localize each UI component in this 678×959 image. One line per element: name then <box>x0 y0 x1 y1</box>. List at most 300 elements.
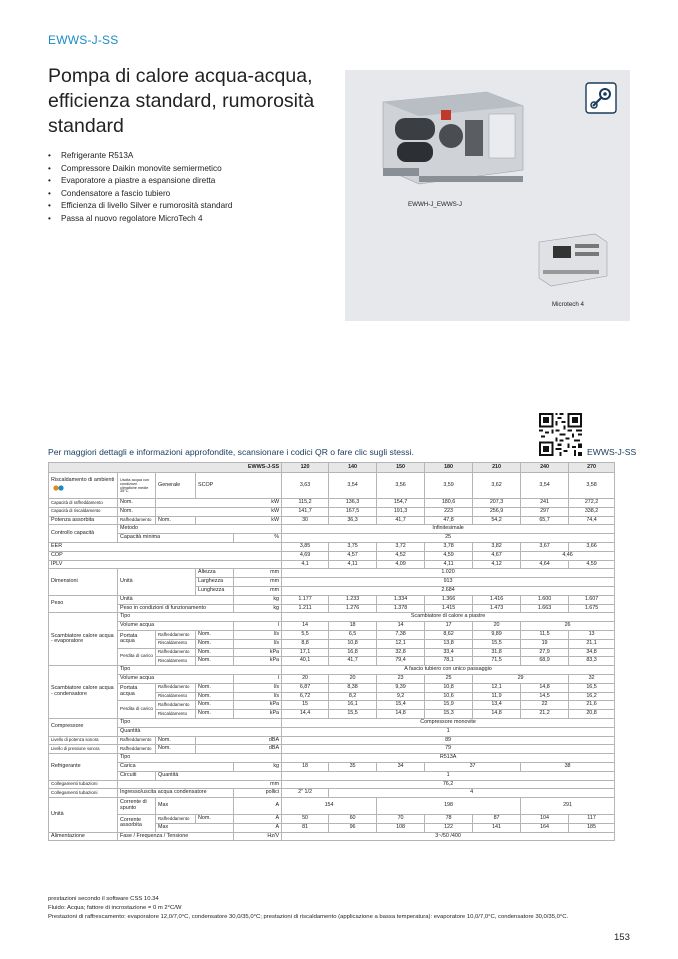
row-sublabel: Uscita acqua con condizioni climatiche medie 35°C <box>118 473 156 499</box>
row-unit: mm <box>118 780 282 789</box>
table-cell: 2" 1/2 <box>282 789 329 798</box>
table-row <box>49 507 615 516</box>
row-unit: l <box>234 622 282 631</box>
row-sublabel: Perdita di carico <box>118 701 156 719</box>
table-cell: 256,9 <box>473 507 521 516</box>
table-header-row <box>49 463 615 473</box>
row-unit: SCOP <box>196 473 282 499</box>
row-unit: kW <box>156 499 282 508</box>
table-cell: 1.020 <box>282 569 615 578</box>
row-label: Livello di pressione sonora <box>49 745 118 754</box>
table-cell: 20 <box>473 622 521 631</box>
maintenance-tools-icon <box>585 82 617 114</box>
row-sublabel: Quantità <box>156 771 282 780</box>
row-sublabel: Tipo <box>118 613 282 622</box>
footnote: prestazioni secondo il software CSS 10.34 <box>48 896 159 902</box>
row-label: Dimensioni <box>49 569 118 595</box>
footnote: Fluido: Acqua; fattore di incrostazione = 0 m 2°C/W <box>48 904 182 911</box>
table-cell: 18 <box>282 762 329 771</box>
footnotes <box>48 895 568 921</box>
qr-code-icon[interactable] <box>539 413 582 456</box>
table-cell: 78,1 <box>425 657 473 666</box>
table-cell: 37 <box>425 762 521 771</box>
table-cell: 19 <box>521 639 569 648</box>
table-cell: 10,8 <box>425 683 473 692</box>
table-cell: 117 <box>569 815 615 824</box>
table-cell: 3,66 <box>569 542 615 551</box>
row-sublabel: Riscaldamento <box>156 639 196 648</box>
row-sublabel: Capacità minima <box>118 534 234 543</box>
row-sublabel: Raffreddamento <box>118 516 156 525</box>
table-cell: 21,1 <box>569 639 615 648</box>
table-row <box>49 701 615 710</box>
table-cell: 14,8 <box>377 710 425 719</box>
row-sublabel: Perdita di carico <box>118 648 156 666</box>
table-cell: 70 <box>377 815 425 824</box>
table-cell: 3~/50 /400 <box>282 832 615 841</box>
table-cell: 10,6 <box>425 692 473 701</box>
table-cell: 14 <box>282 622 329 631</box>
row-unit: A <box>234 823 282 832</box>
table-cell: 3,59 <box>425 473 473 499</box>
row-unit: mm <box>234 578 282 587</box>
model-header: EWWS-J-SS <box>49 463 282 473</box>
table-cell: 4,69 <box>282 551 329 560</box>
row-sublabel: Corrente assorbita <box>118 815 156 833</box>
table-row <box>49 754 615 763</box>
table-row <box>49 560 615 569</box>
row-sublabel: Portata acqua <box>118 630 156 648</box>
table-cell: 60 <box>329 815 377 824</box>
table-cell: 71,5 <box>473 657 521 666</box>
table-cell: 14 <box>377 622 425 631</box>
series-label: EWWS-J-SS <box>48 33 119 47</box>
table-row <box>49 630 615 639</box>
table-cell: 32 <box>569 674 615 683</box>
table-row <box>49 613 615 622</box>
row-unit: kPa <box>234 648 282 657</box>
table-cell: 108 <box>377 823 425 832</box>
table-cell: 26 <box>521 622 615 631</box>
table-cell: 4,46 <box>521 551 615 560</box>
table-cell: 14,8 <box>521 683 569 692</box>
table-cell: 87 <box>473 815 521 824</box>
table-row <box>49 595 615 604</box>
row-unit: kPa <box>234 710 282 719</box>
row-label: Collegamenti tubazioni <box>49 780 118 789</box>
table-cell: 15,9 <box>425 701 473 710</box>
size-header: 140 <box>329 463 377 473</box>
table-cell: 1 <box>282 727 615 736</box>
row-sublabel: Ingresso/uscita acqua condensatore <box>118 789 234 798</box>
row-sublabel: Volume acqua <box>118 674 234 683</box>
table-cell: 76,2 <box>282 780 615 789</box>
table-cell: 1.378 <box>377 604 425 613</box>
table-cell: 15,4 <box>377 701 425 710</box>
table-cell: 13 <box>569 630 615 639</box>
table-cell: 141 <box>473 823 521 832</box>
list-item: • Refrigerante R513A <box>48 150 232 163</box>
table-cell: 3,67 <box>521 542 569 551</box>
list-item: • Condensatore a fascio tubiero <box>48 188 232 201</box>
size-header: 270 <box>569 463 615 473</box>
row-sublabel: Nom. <box>156 516 196 525</box>
table-row <box>49 780 615 789</box>
row-unit: l <box>234 674 282 683</box>
table-cell: 79 <box>282 745 615 754</box>
table-cell: 291 <box>521 798 615 815</box>
table-cell: 6,87 <box>282 683 329 692</box>
table-cell: 16,1 <box>329 701 377 710</box>
row-unit: mm <box>234 586 282 595</box>
table-cell: 167,5 <box>329 507 377 516</box>
table-cell: 81 <box>282 823 329 832</box>
row-label: EER <box>49 542 282 551</box>
row-label: Scambiatore calore acqua - evaporatore <box>49 613 118 666</box>
row-sublabel: Nom. <box>196 710 234 719</box>
row-sublabel: Riscaldamento <box>156 692 196 701</box>
table-cell: 29 <box>473 674 569 683</box>
table-row <box>49 798 615 815</box>
row-unit: l/s <box>234 630 282 639</box>
row-unit: l/s <box>234 683 282 692</box>
size-header: 240 <box>521 463 569 473</box>
table-cell: 3,85 <box>282 542 329 551</box>
table-cell: 4,11 <box>329 560 377 569</box>
table-cell: 136,3 <box>329 499 377 508</box>
table-row <box>49 815 615 824</box>
heat-pump-unit-illustration <box>377 84 527 196</box>
table-cell: 96 <box>329 823 377 832</box>
heating-sun-icon <box>51 483 65 493</box>
size-header: 180 <box>425 463 473 473</box>
table-cell: 1.366 <box>425 595 473 604</box>
row-unit: A <box>234 815 282 824</box>
row-unit: kPa <box>234 701 282 710</box>
table-cell: 22 <box>521 701 569 710</box>
table-cell: 1.334 <box>377 595 425 604</box>
row-unit: mm <box>234 569 282 578</box>
table-cell: 11,9 <box>473 692 521 701</box>
table-cell: 3,75 <box>329 542 377 551</box>
table-cell: 1.233 <box>329 595 377 604</box>
row-sublabel: Circuiti <box>118 771 156 780</box>
table-cell: 3,82 <box>473 542 521 551</box>
row-label: COP <box>49 551 282 560</box>
row-sublabel: Nom. <box>118 507 156 516</box>
specifications-table <box>48 462 615 841</box>
row-unit: % <box>234 534 282 543</box>
table-cell: 9,39 <box>377 683 425 692</box>
product-image-panel <box>345 70 630 321</box>
table-row <box>49 499 615 508</box>
table-cell: 35 <box>329 762 377 771</box>
table-cell: 8,8 <box>282 639 329 648</box>
table-cell: 164 <box>521 823 569 832</box>
table-cell: 8,38 <box>329 683 377 692</box>
table-cell: 78 <box>425 815 473 824</box>
row-label: Refrigerante <box>49 754 118 780</box>
table-cell: 4,12 <box>473 560 521 569</box>
table-cell: 1.607 <box>569 595 615 604</box>
controller-image-caption: Microtech 4 <box>552 301 584 308</box>
table-cell: 5,5 <box>282 630 329 639</box>
row-sublabel: Tipo <box>118 666 282 675</box>
table-cell: 12,1 <box>377 639 425 648</box>
table-cell: 7,38 <box>377 630 425 639</box>
table-cell: 38 <box>521 762 615 771</box>
row-sublabel: Lunghezza <box>196 586 234 595</box>
row-sublabel: Riscaldamento <box>156 657 196 666</box>
row-sublabel: Metodo <box>118 525 282 534</box>
table-cell: 3,58 <box>569 473 615 499</box>
row-sublabel: Nom. <box>156 745 196 754</box>
row-unit: kW <box>156 507 282 516</box>
table-cell: 3,78 <box>425 542 473 551</box>
row-unit: kPa <box>234 657 282 666</box>
table-cell: 2.684 <box>282 586 615 595</box>
row-label: Controllo capacità <box>49 525 118 543</box>
row-unit: Hz/V <box>234 832 282 841</box>
table-cell: 1.415 <box>425 604 473 613</box>
table-cell: 1.473 <box>473 604 521 613</box>
row-sublabel: Riscaldamento <box>156 710 196 719</box>
row-sublabel: Max <box>156 798 234 815</box>
table-cell: 3,54 <box>329 473 377 499</box>
table-cell: 241 <box>521 499 569 508</box>
table-cell: 4,67 <box>473 551 521 560</box>
table-row <box>49 551 615 560</box>
table-cell: 8,2 <box>329 692 377 701</box>
row-sublabel: Raffreddamento <box>156 701 196 710</box>
qr-model-label: EWWS-J-SS <box>587 447 637 457</box>
table-cell: 4 <box>329 789 615 798</box>
table-cell: 30 <box>282 516 329 525</box>
table-row <box>49 832 615 841</box>
table-cell: 4,59 <box>569 560 615 569</box>
list-item: • Passa al nuovo regolatore MicroTech 4 <box>48 213 232 226</box>
table-cell: 198 <box>377 798 521 815</box>
row-unit: l/s <box>234 639 282 648</box>
table-row <box>49 745 615 754</box>
row-sublabel: Nom. <box>196 692 234 701</box>
table-cell: 25 <box>425 674 473 683</box>
table-cell: 27,9 <box>521 648 569 657</box>
row-label: Potenza assorbita <box>49 516 118 525</box>
table-cell: 20 <box>282 674 329 683</box>
table-row <box>49 718 615 727</box>
table-row <box>49 666 615 675</box>
row-label: Scambiatore calore acqua - condensatore <box>49 666 118 719</box>
table-cell: 83,3 <box>569 657 615 666</box>
row-sublabel: Nom. <box>196 815 234 824</box>
table-cell: 89 <box>282 736 615 745</box>
table-cell: 1.177 <box>282 595 329 604</box>
table-row <box>49 683 615 692</box>
row-sublabel: Corrente di spunto <box>118 798 156 815</box>
size-header: 210 <box>473 463 521 473</box>
row-label: Alimentazione <box>49 832 118 841</box>
table-cell: 4,52 <box>377 551 425 560</box>
row-sublabel: Larghezza <box>196 578 234 587</box>
row-label: Collegamenti tubazioni <box>49 789 118 798</box>
table-cell: 41,7 <box>377 516 425 525</box>
size-header: 150 <box>377 463 425 473</box>
table-cell: 15,5 <box>473 639 521 648</box>
table-cell: 6,5 <box>329 630 377 639</box>
table-cell: 1.675 <box>569 604 615 613</box>
table-cell: R513A <box>282 754 615 763</box>
row-sublabel: Portata acqua <box>118 683 156 701</box>
table-cell: 20,8 <box>569 710 615 719</box>
row-unit: dBA <box>196 736 282 745</box>
table-row <box>49 727 615 736</box>
row-label: IPLV <box>49 560 282 569</box>
row-sublabel: Raffreddamento <box>156 815 196 824</box>
row-sublabel: Nom. <box>196 701 234 710</box>
row-unit: l/s <box>234 692 282 701</box>
table-cell: 31,8 <box>473 648 521 657</box>
table-cell: 11,5 <box>521 630 569 639</box>
row-sublabel: Tipo <box>118 718 282 727</box>
row-unit: kg <box>234 595 282 604</box>
table-cell: 913 <box>282 578 615 587</box>
heating-label: Riscaldamento di ambienti <box>51 476 115 483</box>
row-sublabel: Tipo <box>118 754 282 763</box>
table-cell: 47,8 <box>425 516 473 525</box>
row-sublabel: Nom. <box>196 657 234 666</box>
row-sublabel: Unità <box>118 569 196 595</box>
row-unit: kg <box>234 604 282 613</box>
table-cell: 338,2 <box>569 507 615 516</box>
row-sublabel: Peso in condizioni di funzionamento <box>118 604 234 613</box>
table-cell: 50 <box>282 815 329 824</box>
table-cell: 1.600 <box>521 595 569 604</box>
table-cell: 223 <box>425 507 473 516</box>
table-cell: 1.276 <box>329 604 377 613</box>
table-cell: A fascio tubiero con unico passaggio <box>282 666 615 675</box>
table-cell: 141,7 <box>282 507 329 516</box>
row-label: Compressore <box>49 718 118 736</box>
table-cell: 21,2 <box>521 710 569 719</box>
table-cell: 18 <box>329 622 377 631</box>
table-cell: 1.416 <box>473 595 521 604</box>
row-sublabel: Generale <box>156 473 196 499</box>
table-cell: Scambiatore di calore a piastre <box>282 613 615 622</box>
row-sublabel: Unità <box>118 595 234 604</box>
row-unit: kg <box>234 762 282 771</box>
table-cell: 1.211 <box>282 604 329 613</box>
row-unit: dBA <box>196 745 282 754</box>
table-cell: 34 <box>377 762 425 771</box>
row-sublabel: Nom. <box>196 648 234 657</box>
row-label <box>49 473 118 499</box>
table-cell: 180,6 <box>425 499 473 508</box>
table-cell: 68,9 <box>521 657 569 666</box>
table-cell: 272,2 <box>569 499 615 508</box>
row-sublabel: Raffreddamento <box>156 683 196 692</box>
table-row <box>49 648 615 657</box>
table-row <box>49 516 615 525</box>
table-cell: 32,8 <box>377 648 425 657</box>
row-sublabel: Volume acqua <box>118 622 234 631</box>
table-cell: 9,2 <box>377 692 425 701</box>
row-label: Capacità di raffreddamento <box>49 499 118 508</box>
table-cell: 25 <box>282 534 615 543</box>
table-cell: 16,5 <box>569 683 615 692</box>
qr-intro-text: Per maggiori dettagli e informazioni approfondite, scansionare i codici QR o fare clic sugli stessi. <box>48 447 414 457</box>
table-cell: 9,89 <box>473 630 521 639</box>
table-row <box>49 473 615 499</box>
microtech-controller-illustration <box>535 230 610 290</box>
row-sublabel: Raffreddamento <box>118 745 156 754</box>
table-cell: 23 <box>377 674 425 683</box>
row-sublabel: Nom. <box>156 736 196 745</box>
table-cell: 3,56 <box>377 473 425 499</box>
table-cell: Infinitesimale <box>282 525 615 534</box>
table-cell: 115,2 <box>282 499 329 508</box>
table-cell: 3,54 <box>521 473 569 499</box>
row-label: Peso <box>49 595 118 613</box>
table-cell: 14,5 <box>521 692 569 701</box>
row-sublabel: Altezza <box>196 569 234 578</box>
table-cell: 4,64 <box>521 560 569 569</box>
table-row <box>49 604 615 613</box>
table-cell: 122 <box>425 823 473 832</box>
table-cell: 40,1 <box>282 657 329 666</box>
table-row <box>49 789 615 798</box>
table-cell: 154 <box>282 798 377 815</box>
table-cell: 297 <box>521 507 569 516</box>
row-sublabel: Fase / Frequenza / Tensione <box>118 832 234 841</box>
table-cell: 4,1 <box>282 560 329 569</box>
table-row <box>49 762 615 771</box>
table-cell: Compressore monovite <box>282 718 615 727</box>
list-item: • Evaporatore a piastre a espansione diretta <box>48 175 232 188</box>
table-cell: 79,4 <box>377 657 425 666</box>
row-sublabel: Nom. <box>196 683 234 692</box>
row-sublabel: Carica <box>118 762 234 771</box>
table-cell: 13,8 <box>425 639 473 648</box>
row-sublabel: Raffreddamento <box>156 630 196 639</box>
table-cell: 6,72 <box>282 692 329 701</box>
row-unit: pollici <box>234 789 282 798</box>
table-cell: 185 <box>569 823 615 832</box>
page-number: 153 <box>614 932 630 943</box>
table-cell: 16,8 <box>329 648 377 657</box>
size-header: 120 <box>282 463 329 473</box>
row-sublabel: Nom. <box>196 630 234 639</box>
feature-list <box>48 150 232 226</box>
table-row <box>49 534 615 543</box>
row-label: Unità <box>49 798 118 833</box>
table-cell: 21,6 <box>569 701 615 710</box>
table-cell: 104 <box>521 815 569 824</box>
table-cell: 54,2 <box>473 516 521 525</box>
table-cell: 3,72 <box>377 542 425 551</box>
table-cell: 3,63 <box>282 473 329 499</box>
table-row <box>49 771 615 780</box>
table-cell: 207,3 <box>473 499 521 508</box>
table-cell: 1 <box>282 771 615 780</box>
table-cell: 36,3 <box>329 516 377 525</box>
table-cell: 74,4 <box>569 516 615 525</box>
table-cell: 191,3 <box>377 507 425 516</box>
table-cell: 33,4 <box>425 648 473 657</box>
table-cell: 154,7 <box>377 499 425 508</box>
table-cell: 65,7 <box>521 516 569 525</box>
table-row <box>49 736 615 745</box>
